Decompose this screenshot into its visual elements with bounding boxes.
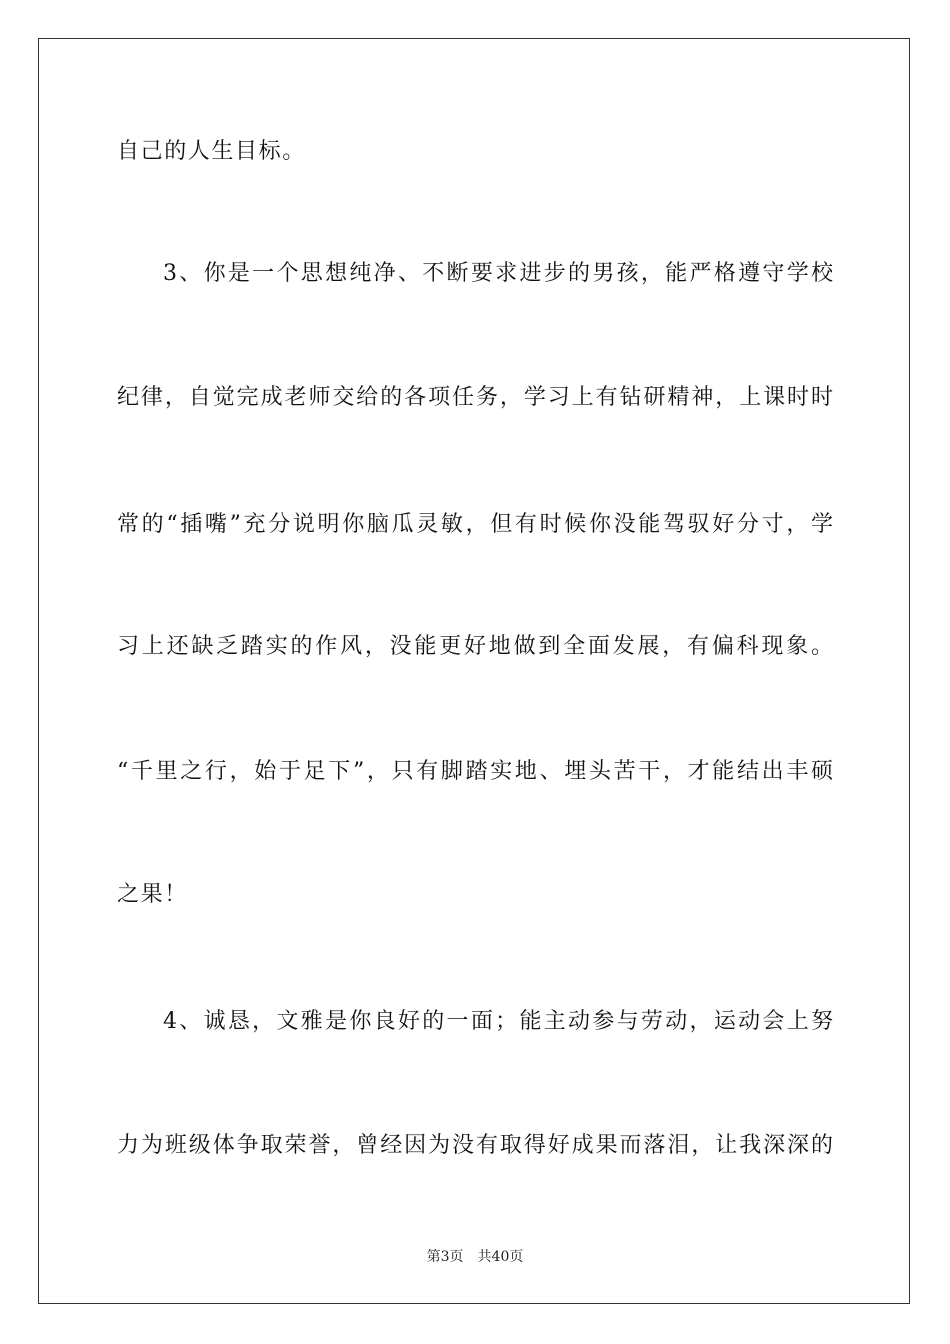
text-line: 自己的人生目标。 (117, 139, 306, 164)
text-line: 习上还缺乏踏实的作风，没能更好地做到全面发展，有偏科现象。 (117, 634, 833, 659)
text-line: 4、诚恳，文雅是你良好的一面；能主动参与劳动，运动会上努 (163, 1009, 833, 1034)
text-line: 纪律，自觉完成老师交给的各项任务，学习上有钻研精神，上课时时 (117, 385, 833, 410)
page-total: 共40页 (477, 1249, 524, 1265)
page-border (38, 38, 910, 1304)
page-number: 第3页 (426, 1249, 464, 1265)
text-line: 之果！ (117, 882, 188, 907)
text-line: 常的“插嘴”充分说明你脑瓜灵敏，但有时候你没能驾驭好分寸，学 (117, 512, 833, 537)
page-footer (0, 1248, 950, 1266)
text-line: 3、你是一个思想纯净、不断要求进步的男孩，能严格遵守学校 (163, 261, 833, 286)
text-line: 力为班级体争取荣誉，曾经因为没有取得好成果而落泪，让我深深的 (117, 1133, 833, 1158)
text-line: “千里之行，始于足下”，只有脚踏实地、埋头苦干，才能结出丰硕 (117, 759, 833, 784)
